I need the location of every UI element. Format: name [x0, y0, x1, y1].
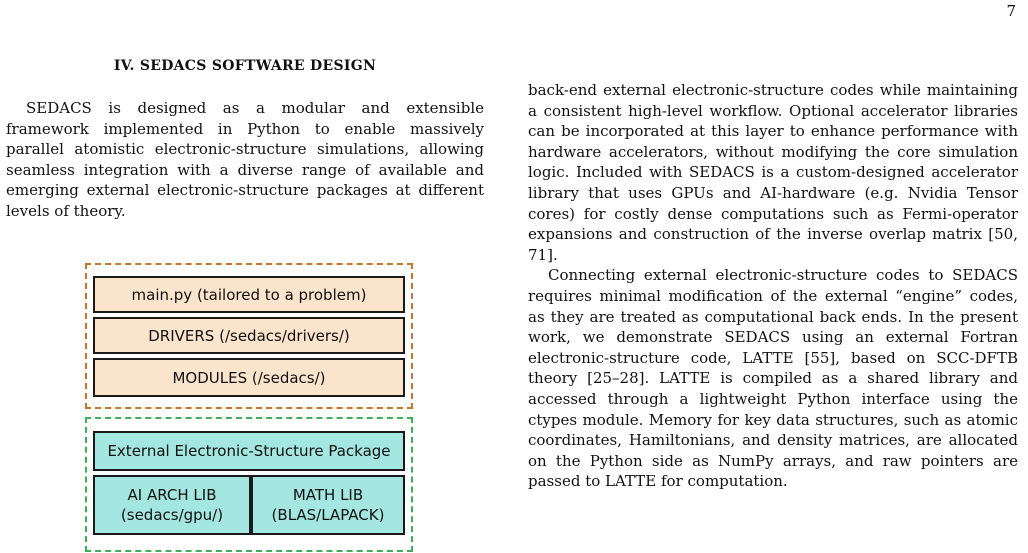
external-package-label: External Electronic-Structure Package: [107, 442, 391, 460]
math-lib-box: [251, 475, 405, 535]
right-paragraph-1: back-end external electronic-structure codes while maintaining a consistent high-level workflow. Optional accelerator libraries can be incorporated at this layer to enhance performance with hardware accelerators, without modifying the core simulation logic. Included with SEDACS is a custom-designed accelerator library that uses GPUs and AI-hardware (e.g. Nvidia Tensor cores) for costly dense computations such as Fermi-operator expansions and construction of the inverse overlap matrix [50, 71].: [528, 81, 1018, 264]
math-lib-path: (BLAS/LAPACK): [271, 506, 385, 524]
external-package-box: [93, 431, 405, 471]
modules-box: [93, 358, 405, 397]
main-py-label: main.py (tailored to a problem): [131, 285, 367, 304]
architecture-figure: [85, 263, 421, 553]
drivers-label: DRIVERS (/sedacs/drivers/): [148, 326, 350, 345]
page-number: 7: [1006, 2, 1016, 20]
main-py-box: [93, 276, 405, 313]
drivers-box: [93, 317, 405, 354]
ai-arch-lib-title: AI ARCH LIB: [127, 486, 217, 504]
left-column: [6, 58, 484, 222]
math-lib-title: MATH LIB: [292, 486, 364, 504]
right-column: [528, 80, 1018, 492]
ai-arch-lib-path: (sedacs/gpu/): [120, 506, 224, 524]
intro-paragraph: SEDACS is designed as a modular and extensible framework implemented in Python to enable massively parallel atomistic electronic-structure simulations, allowing seamless integration with a diverse range of available and emerging external electronic-structure packages at different levels of theory.: [6, 99, 484, 220]
section-heading: IV. SEDACS SOFTWARE DESIGN: [113, 58, 377, 74]
right-paragraph-2: Connecting external electronic-structure codes to SEDACS requires minimal modification of the external “engine” codes, as they are treated as computational back ends. In the present work, we demonstrate SEDACS using an external Fortran electronic-structure code, LATTE [55], based on SCC-DFTB theory [25–28]. LATTE is compiled as a shared library and accessed through a lightweight Python interface using the ctypes module. Memory for key data structures, such as atomic coordinates, Hamiltonians, and density matrices, are allocated on the Python side as NumPy arrays, and raw pointers are passed to LATTE for computation.: [528, 266, 1018, 491]
modules-label: MODULES (/sedacs/): [172, 368, 326, 387]
ai-arch-lib-box: [93, 475, 251, 535]
